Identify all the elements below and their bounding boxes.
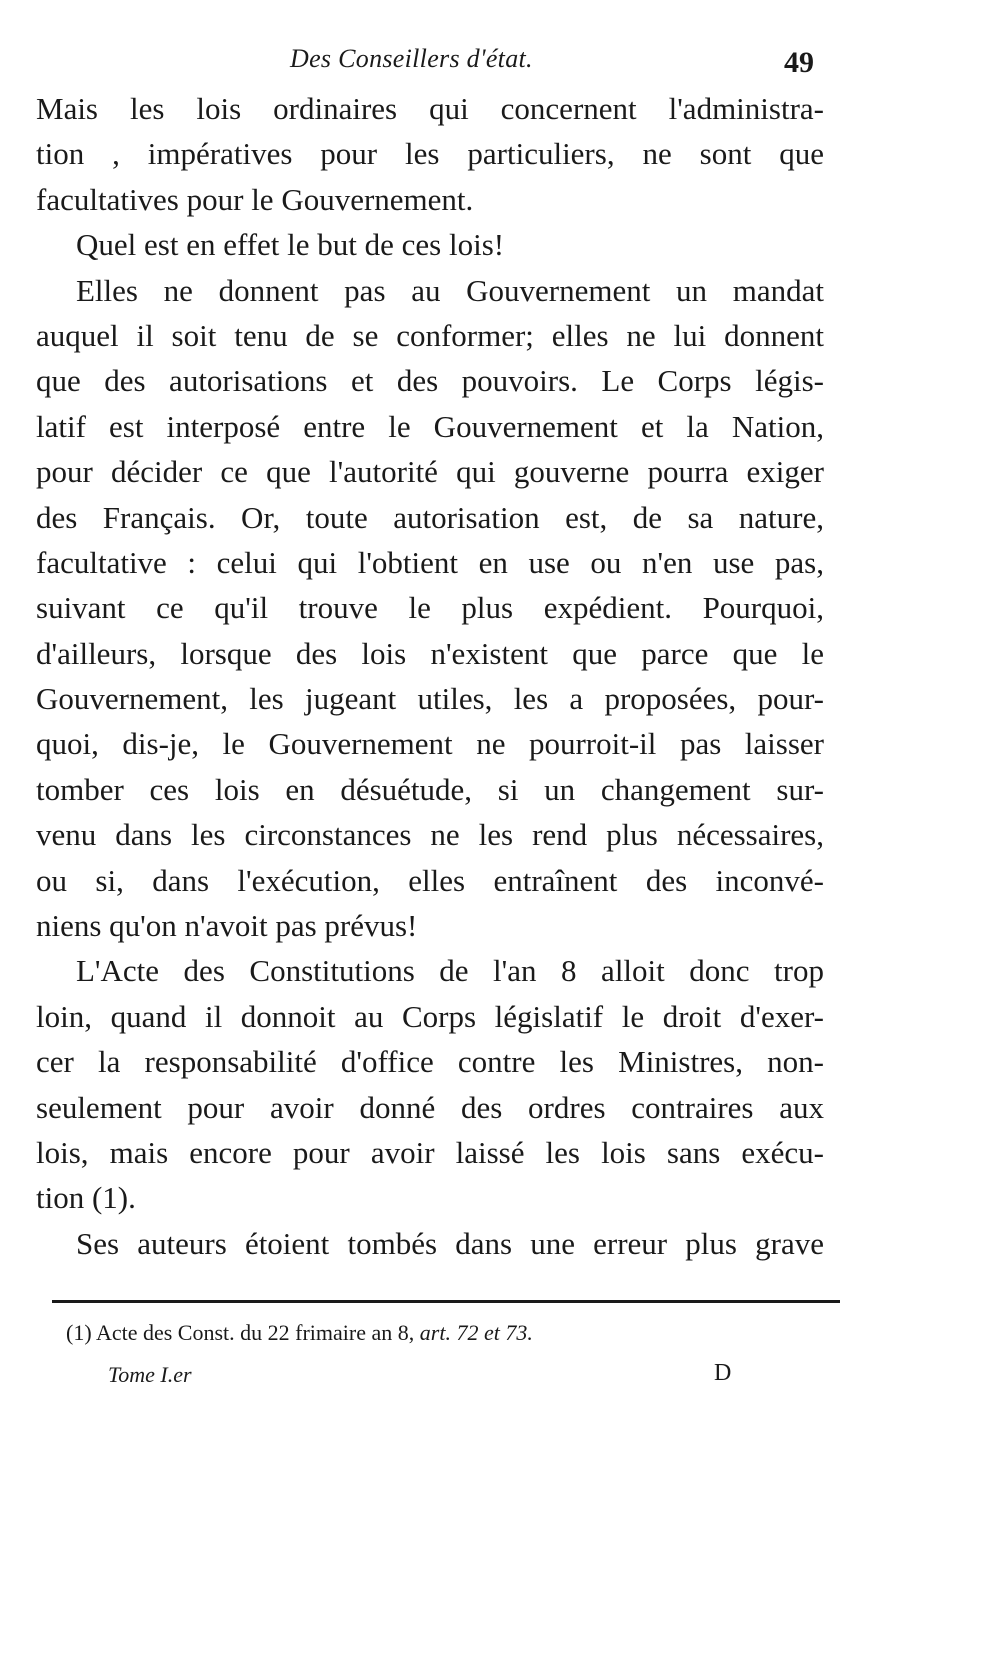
body-text: [36, 86, 824, 1266]
text-line: des Français. Or, toute autorisation est, de sa nature,: [36, 499, 824, 535]
text-line: ou si, dans l'exécution, elles entraînent des inconvé-: [36, 862, 824, 898]
text-line: venu dans les circonstances ne les rend plus nécessaires,: [36, 817, 824, 853]
signature-mark: D: [714, 1360, 732, 1386]
text-line: d'ailleurs, lorsque des lois n'existent que parce que le: [36, 635, 824, 671]
text-line: suivant ce qu'il trouve le plus expédient. Pourquoi,: [36, 590, 824, 626]
text-line: loin, quand il donnoit au Corps législatif le droit d'exer-: [36, 998, 824, 1034]
page-number: 49: [784, 46, 814, 79]
footnote-text: Acte des Const. du 22 frimaire an 8,: [95, 1320, 415, 1345]
text-line: auquel il soit tenu de se conformer; elles ne lui donnent: [36, 317, 824, 353]
text-line: Elles ne donnent pas au Gouvernement un mandat: [76, 272, 824, 308]
footnote-marker: (1): [66, 1320, 92, 1345]
text-line: facultative : celui qui l'obtient en use ou n'en use pas,: [36, 544, 824, 580]
footnote-divider: [52, 1300, 840, 1303]
footnote: [66, 1320, 766, 1346]
text-line: Quel est en effet le but de ces lois!: [76, 227, 505, 263]
text-line: Mais les lois ordinaires qui concernent l'administra-: [36, 91, 824, 126]
text-line: quoi, dis-je, le Gouvernement ne pourroit-il pas laisser: [36, 726, 824, 762]
text-line: Ses auteurs étoient tombés dans une erreur plus grave: [76, 1225, 824, 1261]
text-line: tion (1).: [36, 1180, 136, 1216]
text-line: cer la responsabilité d'office contre les Ministres, non-: [36, 1044, 824, 1080]
text-line: latif est interposé entre le Gouvernement et la Nation,: [36, 408, 824, 444]
footnote-ref: art. 72 et 73.: [419, 1320, 533, 1345]
running-title: Des Conseillers d'état.: [290, 44, 533, 73]
text-line: lois, mais encore pour avoir laissé les lois sans exécu-: [36, 1134, 824, 1170]
text-line: tomber ces lois en désuétude, si un changement sur-: [36, 771, 824, 807]
text-line: seulement pour avoir donné des ordres contraires aux: [36, 1089, 824, 1125]
text-line: tion , impératives pour les particuliers, ne sont que: [36, 136, 824, 172]
text-line: pour décider ce que l'autorité qui gouverne pourra exiger: [36, 454, 824, 490]
text-line: L'Acte des Constitutions de l'an 8 alloit donc trop: [76, 953, 824, 989]
volume-label: Tome I.er: [108, 1362, 192, 1387]
text-line: niens qu'on n'avoit pas prévus!: [36, 908, 418, 944]
text-line: facultatives pour le Gouvernement.: [36, 181, 474, 217]
text-line: que des autorisations et des pouvoirs. Le Corps légis-: [36, 363, 824, 399]
text-line: Gouvernement, les jugeant utiles, les a proposées, pour-: [36, 681, 824, 717]
